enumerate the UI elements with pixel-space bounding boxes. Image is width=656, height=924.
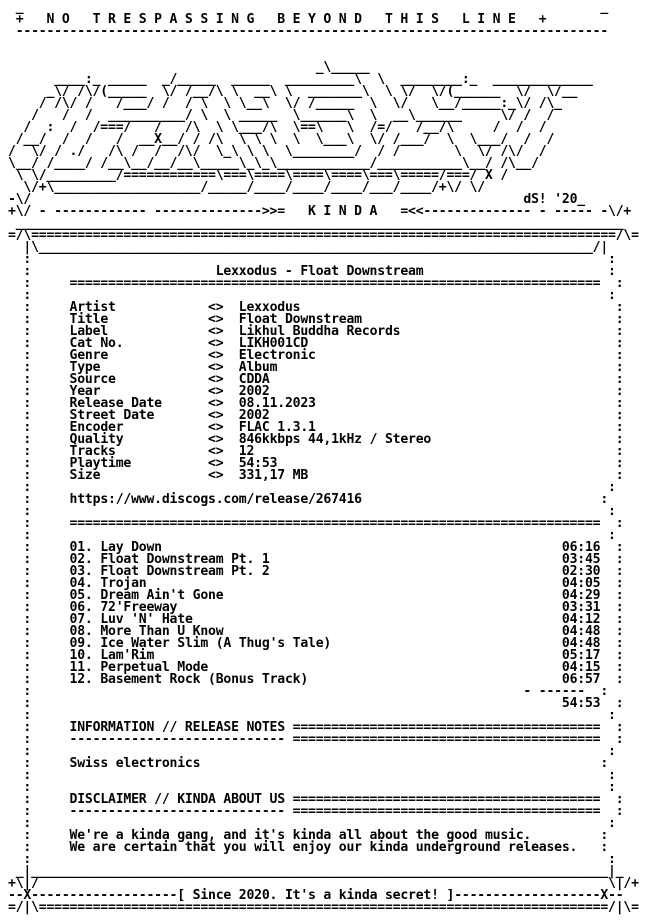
track-title: Lam'Rim — [100, 648, 155, 663]
notes-heading: INFORMATION // RELEASE NOTES — [69, 720, 285, 735]
track-number: 11. — [69, 660, 93, 675]
track-time: 04:48 — [561, 636, 601, 651]
track-time: 04:29 — [561, 588, 601, 603]
info-key: Type — [69, 360, 209, 375]
track-title: Ice Water Slim (A Thug's Tale) — [100, 636, 332, 651]
track-time: 04:12 — [561, 612, 601, 627]
info-value: Lexxodus — [238, 300, 301, 315]
logo-line: / \/ / ./ /\ / / /\/ \_\ \ \ \________/ / / \ \/ /\/ / — [8, 144, 547, 159]
track-title: Float Downstream Pt. 2 — [100, 564, 270, 579]
nfo-document: _ _ + N O T R E S P A S S I N G B E Y O N D T H I S L I N E + ----------------------------------------------------------------------------- _\_____ ____:_ _____ _/_____ _____ _________\ \ ________:_ _____________ _\/ /\/(_____ \/ /__/\ \ __\ \ _______\ \ \/ \/(______ \/ \/__ / /\/ / /___/ / / \ \ \__\ \/ /_____ \ \/ \__/_____:_\/ /\_ / / / __________/ \ \ _____ \______\ \ __\______ \/ / / / : / /===/ / /\ \ \___/\ \==\ \ /=/ /__/\ / / / /__/ / / / __X__/ / /\ \ \ \ \ \___\ \/ /___/ \ \___/ / / / \/ / ./ /\ / / /\/ \_\ \ \ \________/ / / \ \/ /\/ / \__/ /____/ /__\__/__/__\_____\_\_\____________/___________\__/ /\__/ \ \/_________/============\===\====\====\====\===\=====/===/ X / \/+\___________________/_____/____/____/____/___/____/+\/ \/ -\/ dS! '20_ +\/ - ------------ -------------->>= K I N D A =<<-------------- - ----- -\/+ _______________________________________________________________________________ =/\============================================================================/\= |\________________________________________________________________________/| : : : Lexxodus - Float Downstream : : ===================================================================== : : : : Artist <> Lexxodus : : Title <> Float Downstream : : Label <> Likhul Buddha Records : : Cat No. <> LIKH001CD : : Genre <> Electronic : : Type <> Album : : Source <> CDDA : : Year <> 2002 : : Release Date <> 08.11.2023 : : Street Date <> 2002 : : Encoder <> FLAC 1.3.1 : : Quality <> 846kkbps 44,1kHz / Stereo : : Tracks <> 12 : : Playtime <> 54:53 : : Size <> 331,17 MB : : : : https://www.discogs.com/release/267416 : : : : ===================================================================== : : : : 01. Lay Down 06:16 : : 02. Float Downstream Pt. 1 03:45 : : 03. Float Downstream Pt. 2 02:30 : : 04. Trojan 04:05 : : 05. Dream Ain't Gone 04:29 : : 06. 72'Freeway 03:31 : : 07. Luv 'N' Hate 04:12 : : 08. More Than U Know 04:48 : : 09. Ice Water Slim (A Thug's Tale) 04:48 : : 10. Lam'Rim 05:17 : : 11. Perpetual Mode 04:15 : : 12. Basement Rock (Bonus Track) 06:57 : : - ------ : : 54:53 : : : : INFORMATION // RELEASE NOTES ======================================== : : ---------------------------- ======================================== : : : : Swiss electronics : : : : : : DISCLAIMER // KINDA ABOUT US ======================================== : : ---------------------------- ======================================== : : : : We're a kinda gang, and it's kinda all about the good music. : : We are certain that you will enjoy our kinda underground releases. : : : _|___________________________________________________________________________|_ +\|/ \|/+ --X-------------------[ Since 2020. It's a kinda secret! ]-------------------X-- =/|\==========================================================================/|\= — [8, 0, 639, 915]
info-key: Size — [69, 468, 209, 483]
track-time: 04:48 — [561, 624, 601, 639]
logo-signature: dS! '20 — [523, 192, 578, 207]
track-time: 06:16 — [561, 540, 601, 555]
disclaimer-line: We're a kinda gang, and it's kinda all about the good music. — [69, 828, 532, 843]
info-key: Title — [69, 312, 209, 327]
info-value: 846kkbps 44,1kHz / Stereo — [238, 432, 432, 447]
disclaimer-heading: DISCLAIMER // KINDA ABOUT US — [69, 792, 285, 807]
track-number: 02. — [69, 552, 93, 567]
logo-line: \ \/_________/============\===\====\====\====\===\=====/===/ X / — [8, 168, 509, 183]
track-number: 12. — [69, 672, 93, 687]
track-number: 05. — [69, 588, 93, 603]
track-time: 04:05 — [561, 576, 601, 591]
total-time: 54:53 — [561, 696, 601, 711]
track-time: 04:15 — [561, 660, 601, 675]
info-value: CDDA — [238, 372, 270, 387]
logo-line: ____:_ _____ _/_____ _____ _________\ \ ________:_ _____________ — [8, 72, 593, 87]
info-value: FLAC 1.3.1 — [238, 420, 316, 435]
track-title: Perpetual Mode — [100, 660, 209, 675]
track-time: 02:30 — [561, 564, 601, 579]
disclaimer-line: We are certain that you will enjoy our kinda underground releases. — [69, 840, 578, 855]
track-title: Luv 'N' Hate — [100, 612, 193, 627]
info-key: Release Date — [69, 396, 209, 411]
track-number: 08. — [69, 624, 93, 639]
track-number: 04. — [69, 576, 93, 591]
release-title: Lexxodus - Float Downstream — [215, 264, 424, 279]
logo-line: \/+\___________________/_____/____/____/____/___/____/+\/ \/ — [8, 180, 501, 195]
info-value: 2002 — [238, 408, 270, 423]
logo-line: _\_____ — [8, 60, 547, 75]
info-key: Encoder — [69, 420, 209, 435]
info-key: Tracks — [69, 444, 209, 459]
logo-line: / /\/ / /___/ / / \ \ \__\ \/ /_____ \ \/ \__/_____:_\/ /\_ — [8, 96, 562, 111]
logo-line: \__/ /____/ /__\__/__/__\_____\_\_\____________/___________\__/ /\__/ — [8, 156, 539, 171]
info-key: Street Date — [69, 408, 209, 423]
track-number: 03. — [69, 564, 93, 579]
track-number: 07. — [69, 612, 93, 627]
track-number: 01. — [69, 540, 93, 555]
info-value: 12 — [238, 444, 255, 459]
info-value: Likhul Buddha Records — [238, 324, 401, 339]
logo-line: / : / /===/ / /\ \ \___/\ \==\ \ /=/ /__/\ / / / — [8, 120, 547, 135]
track-time: 05:17 — [561, 648, 601, 663]
info-key: Genre — [69, 348, 209, 363]
track-title: Lay Down — [100, 540, 162, 555]
group-name: K I N D A — [308, 204, 378, 219]
track-number: 06. — [69, 600, 93, 615]
info-value: 54:53 — [238, 456, 278, 471]
track-title: Basement Rock (Bonus Track) — [100, 672, 309, 687]
notes-text: Swiss electronics — [69, 756, 201, 771]
info-value: 2002 — [238, 384, 270, 399]
logo-line: / / / __________/ \ \ _____ \______\ \ __\______ \/ / / — [8, 108, 555, 123]
footer-text: [ Since 2020. It's a kinda secret! ] — [177, 888, 455, 903]
info-key: Label — [69, 324, 209, 339]
info-value: Float Downstream — [238, 312, 362, 327]
info-key: Source — [69, 372, 209, 387]
track-title: Trojan — [100, 576, 147, 591]
info-value: 08.11.2023 — [238, 396, 316, 411]
logo-line: /__/ / / / __X__/ / /\ \ \ \ \ \___\ \/ /___/ \ \___/ / / — [8, 132, 555, 147]
track-title: 72'Freeway — [100, 600, 178, 615]
track-number: 09. — [69, 636, 93, 651]
info-value: Electronic — [238, 348, 316, 363]
track-time: 06:57 — [561, 672, 601, 687]
track-time: 03:31 — [561, 600, 601, 615]
info-key: Year — [69, 384, 209, 399]
track-title: Dream Ain't Gone — [100, 588, 224, 603]
info-value: Album — [238, 360, 278, 375]
track-title: Float Downstream Pt. 1 — [100, 552, 270, 567]
release-url: https://www.discogs.com/release/267416 — [69, 492, 362, 507]
track-number: 10. — [69, 648, 93, 663]
info-key: Quality — [69, 432, 209, 447]
info-key: Artist — [69, 300, 209, 315]
header-banner: N O T R E S P A S S I N G B E Y O N D T H I S L I N E — [46, 12, 516, 27]
info-key: Playtime — [69, 456, 209, 471]
track-time: 03:45 — [561, 552, 601, 567]
info-value: LIKH001CD — [238, 336, 309, 351]
info-value: 331,17 MB — [238, 468, 309, 483]
logo-line: _\/ /\/(_____ \/ /__/\ \ __\ \ _______\ \ \/ \/(______ \/ \/__ — [8, 84, 578, 99]
info-key: Cat No. — [69, 336, 209, 351]
track-title: More Than U Know — [100, 624, 224, 639]
